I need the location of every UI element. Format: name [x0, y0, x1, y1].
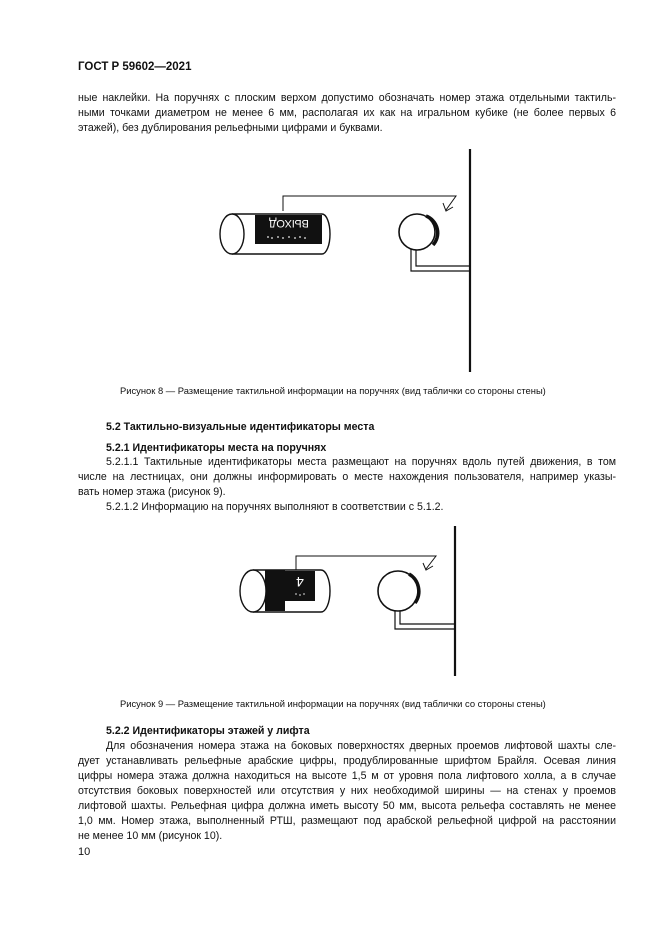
pointer-line — [296, 556, 436, 570]
page-number: 10 — [78, 846, 91, 858]
text-line: лифтовой шахты. Рельефная цифра должна иметь высоту 50 мм, высота рельефа составлять не менее — [78, 800, 616, 812]
text-line: отсутствия боковых поверхностей или отсутствия у них необходимой ширины — на стенах у проемов — [78, 785, 616, 797]
text-line: 5.2.1.1 Тактильные идентификаторы места размещают на поручнях вдоль путей движения, в том — [106, 456, 616, 468]
text-line: ные наклейки. На поручнях с плоским верхом допустимо обозначать номер этажа отдельными тактиль- — [78, 92, 616, 104]
paragraph-5-2-1-2: 5.2.1.2 Информацию на поручнях выполняют в соответствии с 5.1.2. — [106, 501, 444, 513]
text-line: 1,0 мм. Номер этажа, выполненный РТШ, размещают под арабской рельефной цифрой на расстоянии — [78, 815, 616, 827]
figure-9-caption: Рисунок 9 — Размещение тактильной информации на поручнях (вид таблички со стороны стены) — [120, 698, 546, 709]
figure-8-caption: Рисунок 8 — Размещение тактильной информации на поручнях (вид таблички со стороны стены) — [120, 385, 546, 396]
text-line: цифры номера этажа должна находиться на высоте 1,5 м от уровня пола лифтового холла, а в случае — [78, 770, 616, 782]
document-header: ГОСТ Р 59602—2021 — [78, 61, 192, 73]
text-line: этажей), без дублирования рельефными цифрами и буквами. — [78, 122, 383, 134]
plate-text: 4 — [296, 574, 304, 590]
section-5-2-heading: 5.2 Тактильно-визуальные идентификаторы места — [106, 421, 375, 433]
text-line: не менее 10 мм (рисунок 10). — [78, 830, 223, 842]
plate-text: ВЫХОД — [269, 217, 309, 229]
text-line: дует устанавливать рельефные арабские цифры, продублированные шрифтом Брайля. Осевая линия — [78, 755, 616, 767]
text-line: числе на лестницах, они должны информировать о месте нахождения пользователя, например указы- — [78, 471, 616, 483]
plate-shade — [265, 570, 285, 611]
handrail-end — [240, 570, 266, 612]
bracket — [400, 608, 455, 624]
text-line: ными точками диаметром не менее 6 мм, располагая их как на игральном кубике (не более первых 6 — [78, 107, 616, 119]
text-line: Для обозначения номера этажа на боковых поверхностях дверных проемов лифтовой шахты сле- — [106, 740, 616, 752]
section-5-2-2-heading: 5.2.2 Идентификаторы этажей у лифта — [106, 725, 310, 737]
section-5-2-1-heading: 5.2.1 Идентификаторы места на поручнях — [106, 442, 327, 454]
text-line: вать номер этажа (рисунок 9). — [78, 486, 226, 498]
